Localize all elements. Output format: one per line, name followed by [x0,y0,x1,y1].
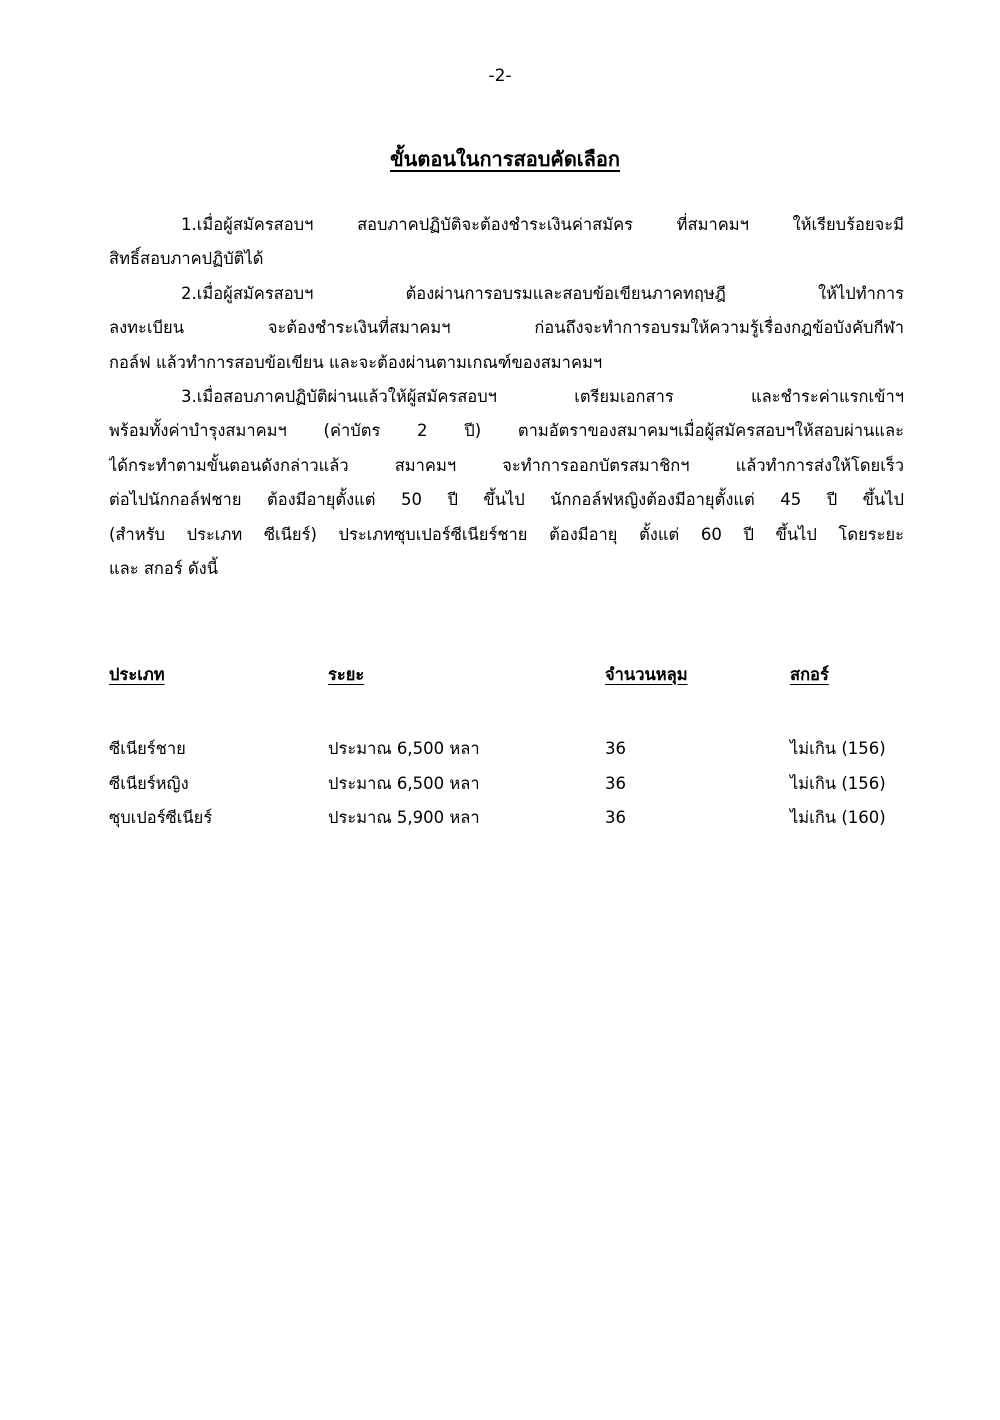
procedure-text [109,208,904,586]
table-row [109,767,909,802]
row-holes: 36 [605,808,626,827]
row-type: ซีเนียร์ชาย [109,739,186,758]
paragraph-2-line-3: กอล์ฟ แล้วทำการสอบข้อเขียน และจะต้องผ่านตามเกณฑ์ของสมาคมฯ [109,352,603,372]
paragraph-2-line-2: ลงทะเบียน จะต้องชำระเงินที่สมาคมฯ ก่อนถึงจะทำการอบรมให้ความรู้เรื่องกฎข้อบังคับกีฬา [109,318,904,338]
row-holes: 36 [605,739,626,758]
paragraph-3-line-6: และ สกอร์ ดังนี้ [109,559,218,579]
category-table [109,658,909,836]
row-distance: ประมาณ 6,500 หลา [328,773,480,793]
row-score: ไม่เกิน (156) [790,773,886,793]
row-score: ไม่เกิน (156) [790,739,886,758]
paragraph-2-line-1: 2.เมื่อผู้สมัครสอบฯ ต้องผ่านการอบรมและสอบข้อเขียนภาคทฤษฎี ให้ไปทำการ [181,283,904,303]
row-type: ซีเนียร์หญิง [109,773,189,793]
paragraph-3-line-1: 3.เมื่อสอบภาคปฏิบัติผ่านแล้วให้ผู้สมัครสอบฯ เตรียมเอกสาร และชำระค่าแรกเข้าฯ [181,387,904,407]
header-distance: ระยะ [328,665,365,684]
document-title: ขั้นตอนในการสอบคัดเลือก [389,147,621,171]
table-row [109,732,909,767]
row-score: ไม่เกิน (160) [790,808,886,827]
paragraph-1-line-1: 1.เมื่อผู้สมัครสอบฯ สอบภาคปฏิบัติจะต้องชำระเงินค่าสมัคร ที่สมาคมฯ ให้เรียบร้อยจะมี [181,215,904,234]
table-header-row [109,658,909,698]
paragraph-3-line-2: พร้อมทั้งค่าบำรุงสมาคมฯ (ค่าบัตร 2 ปี) ตามอัตราของสมาคมฯเมื่อผู้สมัครสอบฯให้สอบผ่านและ [109,421,904,441]
row-distance: ประมาณ 5,900 หลา [328,808,480,827]
row-distance: ประมาณ 6,500 หลา [328,739,480,758]
table-row [109,801,909,836]
paragraph-3-line-3: ได้กระทำตามขั้นตอนดังกล่าวแล้ว สมาคมฯ จะทำการออกบัตรสมาชิกฯ แล้วทำการส่งให้โดยเร็ว [109,455,904,475]
header-type: ประเภท [109,665,165,684]
page-number: -2- [488,66,512,86]
paragraph-3-line-4: ต่อไปนักกอล์ฟชาย ต้องมีอายุตั้งแต่ 50 ปี ขึ้นไป นักกอล์ฟหญิงต้องมีอายุตั้งแต่ 45 ปี ขึ้นไป [109,490,904,510]
row-type: ซุบเปอร์ซีเนียร์ [109,808,213,827]
header-score: สกอร์ [790,665,829,684]
header-holes: จำนวนหลุม [605,665,688,684]
paragraph-3-line-5: (สำหรับ ประเภท ซีเนียร์) ประเภทซุบเปอร์ซีเนียร์ชาย ต้องมีอายุ ตั้งแต่ 60 ปี ขึ้นไป โดยระยะ [109,524,904,544]
paragraph-1-line-2: สิทธิ์สอบภาคปฏิบัติได้ [109,249,264,269]
row-holes: 36 [605,773,626,793]
